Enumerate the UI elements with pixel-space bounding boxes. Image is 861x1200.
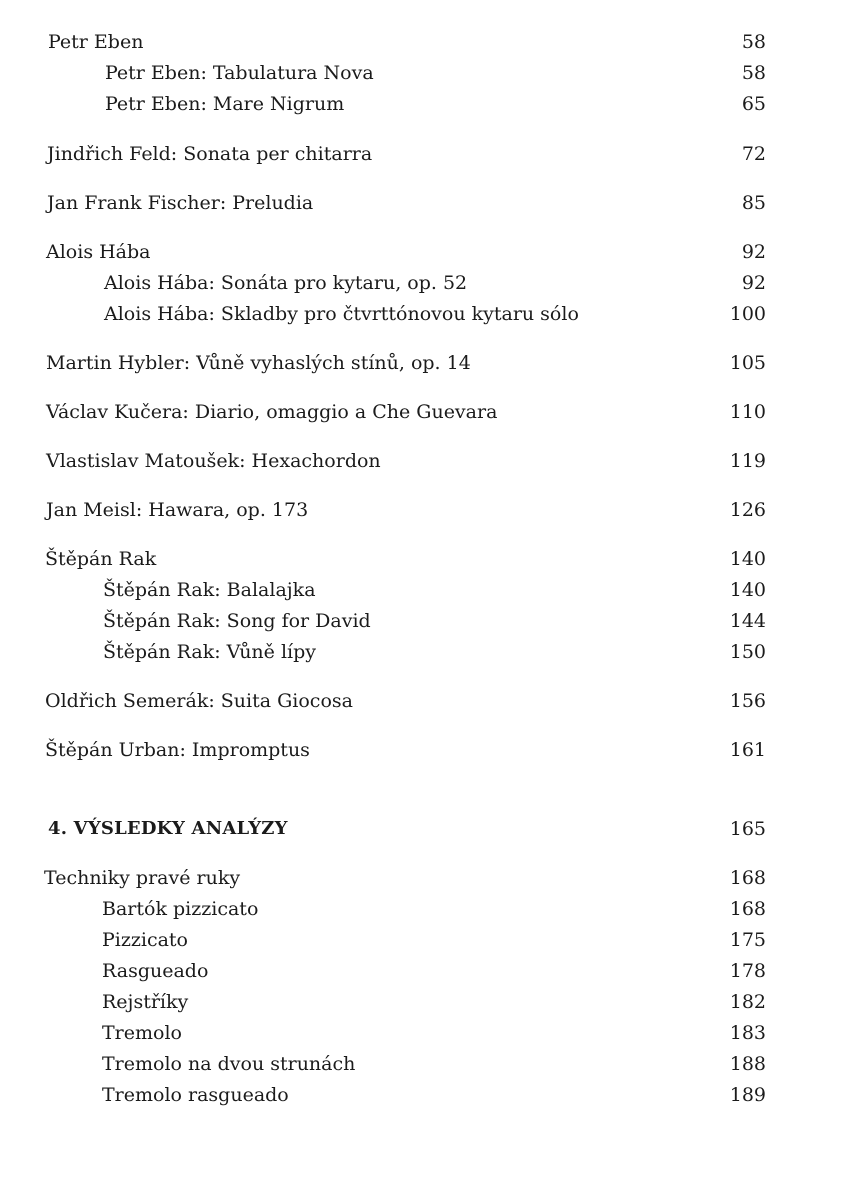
toc-entry-title: Štěpán Rak: Song for David bbox=[103, 610, 371, 632]
toc-entry-title: Techniky pravé ruky bbox=[44, 867, 241, 889]
toc-subentry-pizzicato bbox=[0, 926, 861, 954]
toc-entry-feld bbox=[0, 140, 861, 168]
toc-entry-title: Alois Hába bbox=[46, 241, 151, 263]
toc-entry-page: 161 bbox=[729, 739, 766, 761]
toc-subentry-tremolo-dvou bbox=[0, 1050, 861, 1078]
toc-entry-title: Štěpán Rak: Vůně lípy bbox=[103, 641, 316, 663]
toc-entry-title: Jan Meisl: Hawara, op. 173 bbox=[46, 499, 309, 521]
toc-entry-title: Petr Eben: Tabulatura Nova bbox=[105, 62, 374, 84]
toc-entry-page: 72 bbox=[741, 143, 766, 165]
toc-entry-title: Štěpán Rak: Balalajka bbox=[103, 579, 316, 601]
toc-entry-page: 105 bbox=[729, 352, 766, 374]
toc-entry-page: 165 bbox=[729, 818, 766, 840]
toc-entry-semerak bbox=[0, 687, 861, 715]
toc-entry-page: 110 bbox=[729, 401, 766, 423]
toc-entry-page: 178 bbox=[729, 960, 766, 982]
toc-entry-title: Pizzicato bbox=[102, 929, 189, 951]
toc-subentry-tabulatura-nova bbox=[0, 59, 861, 87]
toc-entry-title: Jan Frank Fischer: Preludia bbox=[47, 192, 314, 214]
toc-entry-title: Petr Eben: Mare Nigrum bbox=[105, 93, 345, 115]
toc-entry-title: Tremolo bbox=[102, 1022, 182, 1044]
toc-subentry-rak-song bbox=[0, 607, 861, 635]
toc-entry-page: 188 bbox=[729, 1053, 766, 1075]
toc-entry-title: Alois Hába: Skladby pro čtvrttónovou kytaru sólo bbox=[104, 303, 579, 325]
toc-entry-page: 119 bbox=[729, 450, 766, 472]
toc-subentry-rak-vune bbox=[0, 638, 861, 666]
toc-entry-techniky bbox=[0, 864, 861, 892]
toc-entry-matousek bbox=[0, 447, 861, 475]
toc-entry-hybler bbox=[0, 349, 861, 377]
toc-entry-rak bbox=[0, 545, 861, 573]
toc-entry-page: 92 bbox=[741, 272, 766, 294]
toc-entry-page: 126 bbox=[729, 499, 766, 521]
toc-entry-page: 182 bbox=[729, 991, 766, 1013]
toc-entry-title: Oldřich Semerák: Suita Giocosa bbox=[45, 690, 353, 712]
toc-entry-page: 140 bbox=[729, 548, 766, 570]
toc-entry-title: Tremolo na dvou strunách bbox=[102, 1053, 356, 1075]
toc-entry-page: 168 bbox=[729, 898, 766, 920]
toc-subentry-tremolo bbox=[0, 1019, 861, 1047]
toc-subentry-rejstriky bbox=[0, 988, 861, 1016]
toc-entry-title: Alois Hába: Sonáta pro kytaru, op. 52 bbox=[104, 272, 468, 294]
toc-entry-title: Rejstříky bbox=[102, 991, 189, 1013]
toc-entry-page: 144 bbox=[729, 610, 766, 632]
toc-entry-title: Petr Eben bbox=[48, 31, 144, 53]
toc-entry-title: Vlastislav Matoušek: Hexachordon bbox=[46, 450, 381, 472]
toc-subentry-haba-sonata bbox=[0, 269, 861, 297]
toc-entry-page: 189 bbox=[729, 1084, 766, 1106]
toc-entry-fischer bbox=[0, 189, 861, 217]
toc-entry-page: 85 bbox=[741, 192, 766, 214]
toc-entry-page: 100 bbox=[729, 303, 766, 325]
toc-entry-page: 156 bbox=[729, 690, 766, 712]
toc-entry-title: Martin Hybler: Vůně vyhaslých stínů, op. 14 bbox=[46, 352, 471, 374]
toc-entry-kucera bbox=[0, 398, 861, 426]
toc-entry-title: Štěpán Urban: Impromptus bbox=[45, 739, 310, 761]
toc-entry-page: 65 bbox=[741, 93, 766, 115]
toc-entry-meisl bbox=[0, 496, 861, 524]
toc-entry-title: Štěpán Rak bbox=[45, 548, 157, 570]
toc-chapter-title: 4. VÝSLEDKY ANALÝZY bbox=[48, 818, 288, 839]
toc-subentry-tremolo-rasgueado bbox=[0, 1081, 861, 1109]
toc-entry-haba bbox=[0, 238, 861, 266]
toc-entry-page: 58 bbox=[741, 62, 766, 84]
toc-entry-title: Rasgueado bbox=[102, 960, 209, 982]
toc-chapter-heading bbox=[0, 815, 861, 843]
toc-entry-page: 58 bbox=[741, 31, 766, 53]
toc-subentry-haba-skladby bbox=[0, 300, 861, 328]
toc-entry-petr-eben bbox=[0, 28, 861, 56]
toc-entry-page: 168 bbox=[729, 867, 766, 889]
toc-entry-page: 140 bbox=[729, 579, 766, 601]
toc-entry-title: Václav Kučera: Diario, omaggio a Che Guevara bbox=[46, 401, 498, 423]
toc-entry-urban bbox=[0, 736, 861, 764]
toc-subentry-mare-nigrum bbox=[0, 90, 861, 118]
toc-entry-page: 150 bbox=[729, 641, 766, 663]
toc-entry-title: Tremolo rasgueado bbox=[102, 1084, 289, 1106]
toc-subentry-bartok bbox=[0, 895, 861, 923]
toc-entry-title: Jindřich Feld: Sonata per chitarra bbox=[47, 143, 373, 165]
toc-entry-page: 92 bbox=[741, 241, 766, 263]
toc-subentry-rasgueado bbox=[0, 957, 861, 985]
toc-entry-page: 183 bbox=[729, 1022, 766, 1044]
toc-entry-page: 175 bbox=[729, 929, 766, 951]
toc-subentry-rak-balalajka bbox=[0, 576, 861, 604]
toc-entry-title: Bartók pizzicato bbox=[102, 898, 259, 920]
